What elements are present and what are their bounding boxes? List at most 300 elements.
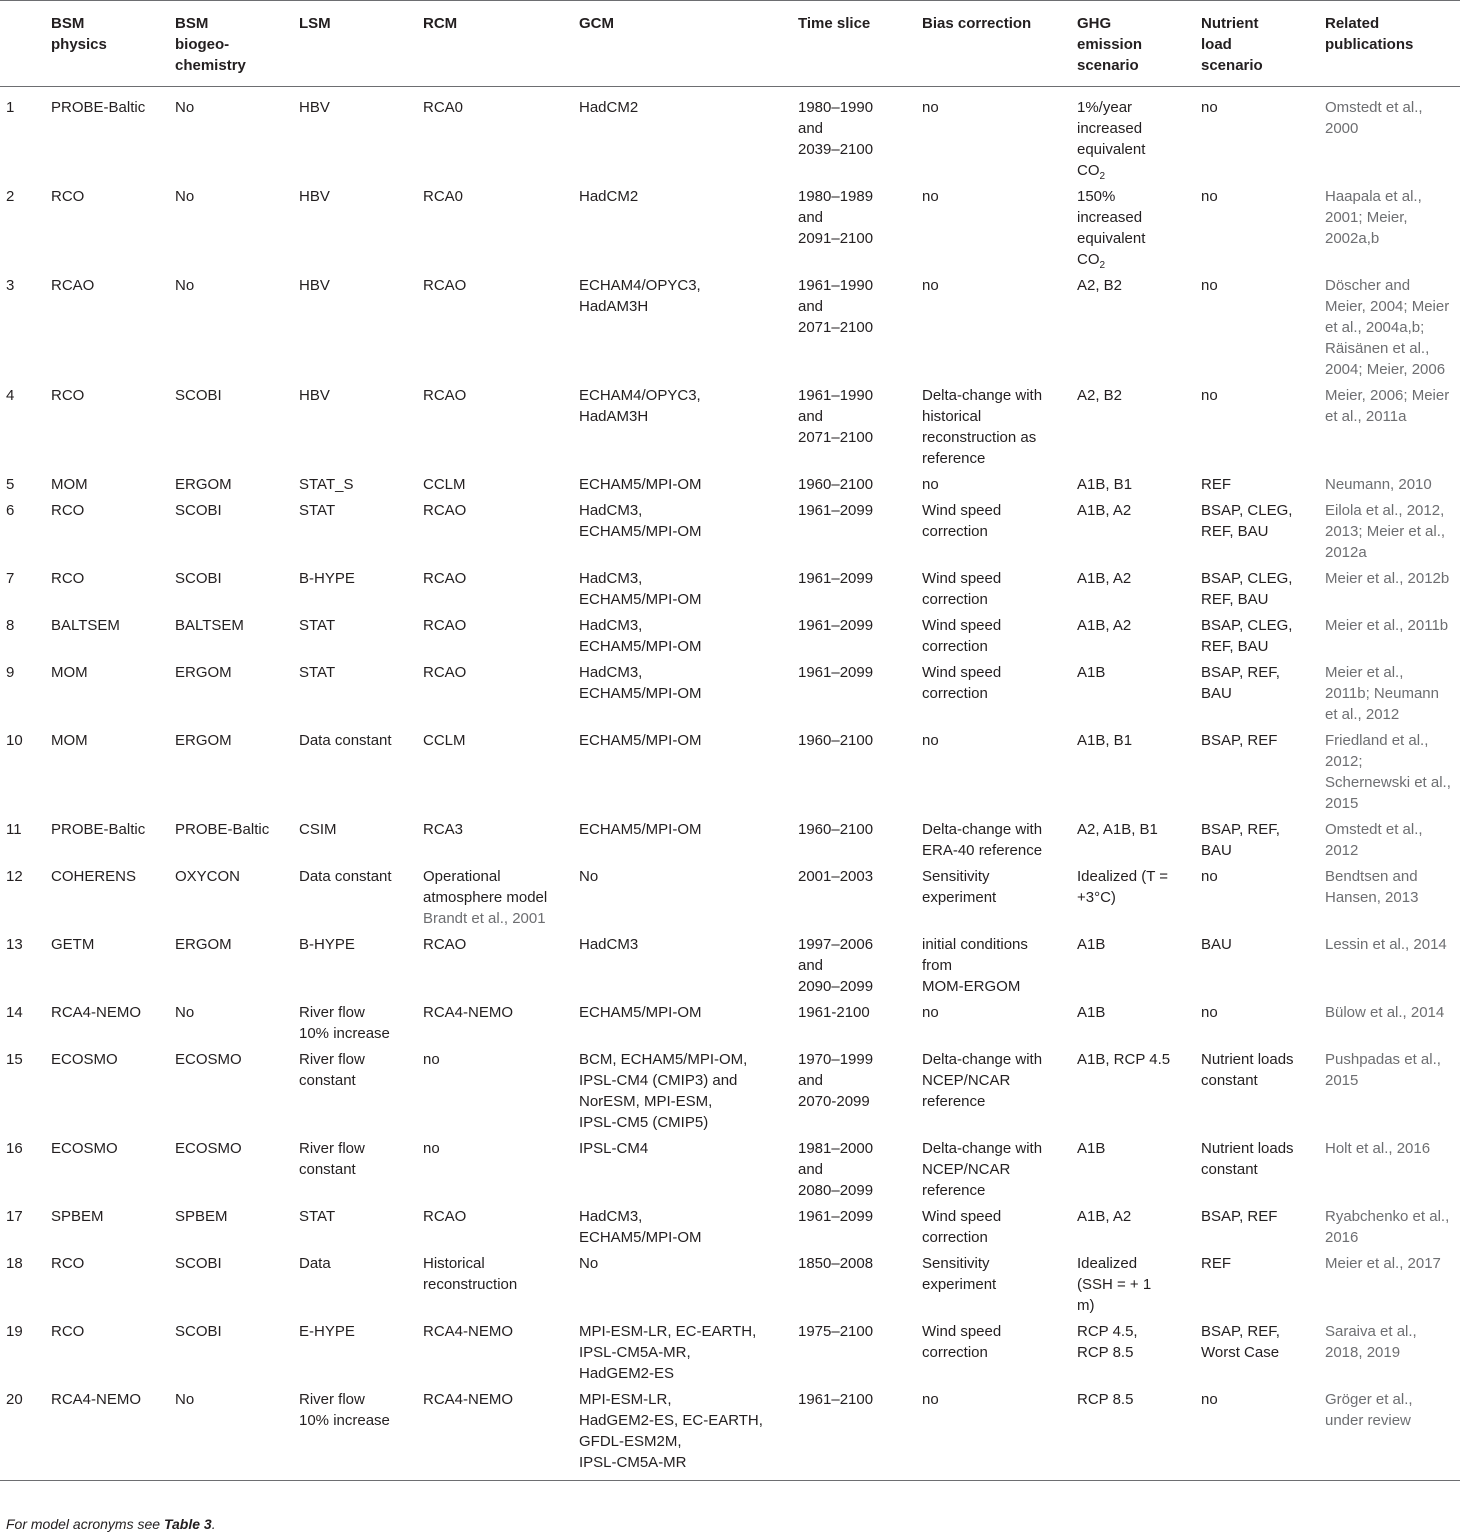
cell-nutrient-scenario	[1201, 186, 1325, 275]
cell-publications-text[interactable]: Holt et al., 2016	[1325, 1140, 1431, 1157]
cell-ghg-scenario-text: Idealized (SSH = + 1 m)	[1077, 1255, 1152, 1314]
cell-publications-text[interactable]: Saraiva et al., 2018, 2019	[1325, 1323, 1417, 1361]
cell-bsm-biogeochemistry-text: SCOBI	[175, 570, 222, 587]
cell-publications-text[interactable]: Ryabchenko et al., 2016	[1325, 1208, 1450, 1246]
cell-bias-correction	[922, 568, 1077, 615]
cell-lsm-text: STAT_S	[299, 476, 354, 493]
cell-lsm-text: HBV	[299, 387, 330, 404]
cell-row-number	[0, 819, 51, 866]
header-row	[0, 2, 1460, 87]
cell-publications-text[interactable]: Döscher and Meier, 2004; Meier et al., 2004a,b; Räisänen et al., 2004; Meier, 2006	[1325, 277, 1450, 378]
cell-gcm-text: No	[579, 868, 599, 885]
cell-gcm-text: HadCM2	[579, 188, 639, 205]
cell-ghg-scenario	[1077, 1049, 1201, 1138]
cell-bsm-biogeochemistry-text: SCOBI	[175, 387, 222, 404]
cell-bsm-biogeochemistry	[175, 1321, 299, 1389]
cell-publications	[1325, 1321, 1460, 1389]
cell-bsm-biogeochemistry-text: SCOBI	[175, 1323, 222, 1340]
header-bsm-biogeochemistry: BSM biogeo- chemistry	[175, 2, 299, 87]
cell-rcm	[423, 1049, 579, 1138]
cell-time-slice-text: 2001–2003	[798, 868, 874, 885]
cell-lsm-text: HBV	[299, 188, 330, 205]
cell-row-number-text: 12	[6, 868, 23, 885]
cell-bsm-biogeochemistry	[175, 1138, 299, 1206]
cell-row-number	[0, 500, 51, 568]
cell-bias-correction-text: Delta-change with NCEP/NCAR reference	[922, 1140, 1043, 1199]
cell-time-slice-text: 1961–2099	[798, 570, 874, 587]
cell-lsm	[299, 1002, 423, 1049]
cell-rcm-text: RCAO	[423, 502, 467, 519]
cell-bsm-physics	[51, 1389, 175, 1481]
cell-ghg-scenario-text: RCP 4.5, RCP 8.5	[1077, 1323, 1138, 1361]
cell-bias-correction	[922, 1002, 1077, 1049]
cell-publications-text[interactable]: Gröger et al., under review	[1325, 1391, 1413, 1429]
cell-rcm	[423, 568, 579, 615]
cell-ghg-scenario	[1077, 1321, 1201, 1389]
cell-row-number	[0, 615, 51, 662]
cell-ghg-scenario-text: A1B, A2	[1077, 1208, 1132, 1225]
cell-publications-text[interactable]: Bülow et al., 2014	[1325, 1004, 1445, 1021]
table-row	[0, 87, 1460, 187]
cell-lsm	[299, 1138, 423, 1206]
cell-ghg-scenario	[1077, 474, 1201, 500]
cell-time-slice	[798, 1049, 922, 1138]
cell-gcm-text: No	[579, 1255, 599, 1272]
cell-time-slice	[798, 186, 922, 275]
cell-time-slice-text: 1961–2099	[798, 664, 874, 681]
cell-ghg-scenario-text: A1B	[1077, 1004, 1106, 1021]
cell-bias-correction	[922, 615, 1077, 662]
cell-bsm-physics	[51, 275, 175, 385]
table-row	[0, 1138, 1460, 1206]
cell-ghg-scenario	[1077, 1253, 1201, 1321]
cell-lsm-text: STAT	[299, 664, 336, 681]
cell-nutrient-scenario-text: BSAP, REF	[1201, 1208, 1278, 1225]
cell-lsm	[299, 662, 423, 730]
cell-lsm-text: STAT	[299, 1208, 336, 1225]
cell-rcm-text: RCAO	[423, 570, 467, 587]
cell-bsm-biogeochemistry-text: ERGOM	[175, 664, 232, 681]
cell-bsm-physics	[51, 1321, 175, 1389]
cell-time-slice	[798, 275, 922, 385]
cell-row-number	[0, 1253, 51, 1321]
cell-row-number	[0, 866, 51, 934]
cell-bsm-biogeochemistry-text: No	[175, 1391, 195, 1408]
cell-lsm-text: Data constant	[299, 868, 392, 885]
cell-publications-text[interactable]: Neumann, 2010	[1325, 476, 1432, 493]
cell-nutrient-scenario	[1201, 1389, 1325, 1481]
cell-publications-text[interactable]: Bendtsen and Hansen, 2013	[1325, 868, 1419, 906]
cell-gcm-text: HadCM3, ECHAM5/MPI-OM	[579, 1208, 702, 1246]
cell-ghg-scenario	[1077, 1138, 1201, 1206]
cell-ghg-scenario	[1077, 866, 1201, 934]
cell-ghg-scenario	[1077, 1002, 1201, 1049]
cell-row-number-text: 6	[6, 502, 15, 519]
cell-rcm	[423, 866, 579, 934]
cell-row-number	[0, 662, 51, 730]
cell-bias-correction	[922, 385, 1077, 474]
cell-gcm	[579, 186, 798, 275]
cell-bsm-physics	[51, 1253, 175, 1321]
cell-bias-correction	[922, 866, 1077, 934]
cell-bias-correction-text: Delta-change with historical reconstruction as reference	[922, 387, 1043, 467]
cell-lsm	[299, 87, 423, 187]
cell-bsm-physics-text: COHERENS	[51, 868, 137, 885]
cell-ghg-scenario	[1077, 275, 1201, 385]
cell-publications	[1325, 819, 1460, 866]
cell-gcm	[579, 662, 798, 730]
cell-row-number-text: 5	[6, 476, 15, 493]
cell-time-slice-text: 1980–1990 and 2039–2100	[798, 99, 874, 158]
cell-ghg-scenario	[1077, 500, 1201, 568]
header-rcm: RCM	[423, 2, 579, 87]
cell-bsm-physics-text: MOM	[51, 476, 88, 493]
cell-publications-text[interactable]: Friedland et al., 2012; Schernewski et al., 2015	[1325, 732, 1451, 812]
cell-row-number-text: 11	[6, 821, 22, 838]
cell-publications	[1325, 1253, 1460, 1321]
table-row	[0, 1049, 1460, 1138]
cell-nutrient-scenario	[1201, 934, 1325, 1002]
cell-publications-text[interactable]: Pushpadas et al., 2015	[1325, 1051, 1441, 1089]
co2-subscript: 2	[1099, 260, 1106, 271]
cell-publications-text[interactable]: Meier et al., 2011b	[1325, 617, 1449, 634]
cell-publications	[1325, 1389, 1460, 1481]
cell-publications	[1325, 730, 1460, 819]
cell-lsm	[299, 1206, 423, 1253]
cell-gcm-text: ECHAM5/MPI-OM	[579, 1004, 702, 1021]
cell-rcm	[423, 1002, 579, 1049]
cell-time-slice	[798, 1002, 922, 1049]
footnote-table-link[interactable]: Table 3	[163, 1516, 212, 1532]
cell-bias-correction	[922, 1206, 1077, 1253]
header-bias-correction: Bias correction	[922, 2, 1077, 87]
cell-nutrient-scenario	[1201, 662, 1325, 730]
cell-rcm-text: RCA4-NEMO	[423, 1391, 514, 1408]
cell-bsm-biogeochemistry	[175, 1389, 299, 1481]
cell-row-number	[0, 275, 51, 385]
cell-bsm-physics	[51, 1206, 175, 1253]
cell-rcm	[423, 186, 579, 275]
cell-nutrient-scenario-text: no	[1201, 868, 1218, 885]
cell-rcm-text: no	[423, 1051, 440, 1068]
cell-row-number	[0, 474, 51, 500]
cell-row-number-text: 1	[6, 99, 15, 116]
cell-lsm-text: HBV	[299, 277, 330, 294]
cell-bsm-physics-text: RCO	[51, 188, 85, 205]
cell-rcm	[423, 1389, 579, 1481]
table-row	[0, 866, 1460, 934]
cell-time-slice-text: 1961–2099	[798, 617, 874, 634]
cell-ghg-scenario-text: RCP 8.5	[1077, 1391, 1134, 1408]
cell-nutrient-scenario-text: BSAP, REF, Worst Case	[1201, 1323, 1280, 1361]
cell-bsm-physics-text: MOM	[51, 732, 88, 749]
cell-bias-correction-text: Sensitivity experiment	[922, 868, 997, 906]
cell-publications-text[interactable]: Meier et al., 2017	[1325, 1255, 1441, 1272]
cell-gcm-text: HadCM3, ECHAM5/MPI-OM	[579, 664, 702, 702]
cell-row-number	[0, 1049, 51, 1138]
cell-lsm	[299, 1389, 423, 1481]
cell-row-number	[0, 87, 51, 187]
cell-publications	[1325, 568, 1460, 615]
table-row	[0, 730, 1460, 819]
cell-row-number-text: 9	[6, 664, 15, 681]
cell-gcm	[579, 615, 798, 662]
cell-bias-correction	[922, 1138, 1077, 1206]
cell-bsm-biogeochemistry	[175, 87, 299, 187]
cell-bias-correction-text: Wind speed correction	[922, 617, 1002, 655]
cell-bias-correction	[922, 275, 1077, 385]
table-row	[0, 1206, 1460, 1253]
cell-rcm-text: RCAO	[423, 1208, 467, 1225]
cell-bsm-biogeochemistry-text: ECOSMO	[175, 1140, 242, 1157]
cell-rcm-text: no	[423, 1140, 440, 1157]
header-nutrient-scenario: Nutrient load scenario	[1201, 2, 1325, 87]
cell-rcm-text: RCAO	[423, 277, 467, 294]
cell-time-slice	[798, 500, 922, 568]
cell-nutrient-scenario	[1201, 1206, 1325, 1253]
cell-bsm-physics	[51, 1002, 175, 1049]
cell-bias-correction-text: no	[922, 188, 939, 205]
cell-bsm-biogeochemistry	[175, 615, 299, 662]
cell-bsm-biogeochemistry	[175, 474, 299, 500]
cell-publications	[1325, 87, 1460, 187]
table-row	[0, 186, 1460, 275]
cell-bias-correction	[922, 1253, 1077, 1321]
cell-rcm	[423, 1206, 579, 1253]
cell-lsm-text: River flow 10% increase	[299, 1004, 390, 1042]
cell-lsm-text: Data	[299, 1255, 331, 1272]
cell-row-number-text: 13	[6, 936, 23, 953]
cell-bsm-biogeochemistry	[175, 934, 299, 1002]
cell-bias-correction	[922, 186, 1077, 275]
cell-rcm-text: Operational atmosphere model	[423, 868, 548, 906]
cell-rcm-text: CCLM	[423, 476, 466, 493]
cell-rcm	[423, 819, 579, 866]
cell-bsm-biogeochemistry-text: ERGOM	[175, 476, 232, 493]
cell-gcm	[579, 1321, 798, 1389]
cell-lsm	[299, 819, 423, 866]
cell-publications	[1325, 474, 1460, 500]
cell-publications-text[interactable]: Omstedt et al., 2012	[1325, 821, 1423, 859]
cell-rcm-text: RCAO	[423, 617, 467, 634]
cell-bsm-biogeochemistry-text: No	[175, 1004, 195, 1021]
cell-bias-correction	[922, 934, 1077, 1002]
cell-publications-text[interactable]: Meier, 2006; Meier et al., 2011a	[1325, 387, 1450, 425]
cell-bsm-physics-text: RCO	[51, 502, 85, 519]
cell-time-slice	[798, 1389, 922, 1481]
cell-gcm	[579, 385, 798, 474]
cell-rcm	[423, 1138, 579, 1206]
cell-bias-correction-text: Delta-change with NCEP/NCAR reference	[922, 1051, 1043, 1110]
cell-bsm-biogeochemistry	[175, 385, 299, 474]
cell-ghg-scenario-text: 1%/year increased equivalent CO	[1077, 99, 1146, 179]
cell-gcm	[579, 730, 798, 819]
cell-rcm	[423, 87, 579, 187]
cell-rcm-reference[interactable]: Brandt et al., 2001	[423, 910, 546, 927]
cell-bsm-biogeochemistry	[175, 1253, 299, 1321]
cell-gcm	[579, 1002, 798, 1049]
cell-bsm-physics	[51, 819, 175, 866]
cell-lsm	[299, 934, 423, 1002]
cell-rcm-text: Historical reconstruction	[423, 1255, 518, 1293]
cell-bsm-biogeochemistry	[175, 275, 299, 385]
footnote-prefix: For model acronyms see	[6, 1516, 164, 1532]
cell-bias-correction-text: no	[922, 732, 939, 749]
cell-rcm	[423, 474, 579, 500]
cell-publications	[1325, 1049, 1460, 1138]
cell-gcm	[579, 500, 798, 568]
cell-lsm-text: Data constant	[299, 732, 392, 749]
cell-rcm	[423, 615, 579, 662]
cell-time-slice-text: 1961–1990 and 2071–2100	[798, 277, 874, 336]
cell-time-slice-text: 1960–2100	[798, 821, 874, 838]
cell-bsm-biogeochemistry	[175, 662, 299, 730]
header-lsm: LSM	[299, 2, 423, 87]
table-row	[0, 385, 1460, 474]
header-ghg-scenario: GHG emission scenario	[1077, 2, 1201, 87]
cell-bias-correction	[922, 474, 1077, 500]
cell-time-slice-text: 1980–1989 and 2091–2100	[798, 188, 874, 247]
cell-row-number-text: 10	[6, 732, 23, 749]
table-row	[0, 819, 1460, 866]
co2-subscript: 2	[1099, 171, 1106, 182]
cell-rcm-text: RCAO	[423, 936, 467, 953]
header-bsm-physics: BSM physics	[51, 2, 175, 87]
cell-ghg-scenario-text: A1B, B1	[1077, 476, 1133, 493]
cell-publications-text[interactable]: Eilola et al., 2012, 2013; Meier et al., 2012a	[1325, 502, 1446, 561]
cell-nutrient-scenario-text: Nutrient loads constant	[1201, 1051, 1294, 1089]
cell-row-number-text: 16	[6, 1140, 23, 1157]
cell-row-number-text: 4	[6, 387, 15, 404]
cell-lsm	[299, 615, 423, 662]
cell-time-slice	[798, 866, 922, 934]
cell-time-slice-text: 1981–2000 and 2080–2099	[798, 1140, 874, 1199]
cell-nutrient-scenario-text: BAU	[1201, 936, 1232, 953]
cell-row-number-text: 15	[6, 1051, 23, 1068]
cell-nutrient-scenario-text: no	[1201, 1391, 1218, 1408]
cell-publications	[1325, 1206, 1460, 1253]
cell-bsm-physics-text: PROBE-Baltic	[51, 99, 146, 116]
cell-ghg-scenario-text: A1B, B1	[1077, 732, 1133, 749]
cell-gcm	[579, 87, 798, 187]
cell-ghg-scenario-text: A2, B2	[1077, 277, 1123, 294]
cell-bsm-physics	[51, 934, 175, 1002]
cell-publications	[1325, 866, 1460, 934]
cell-nutrient-scenario	[1201, 385, 1325, 474]
cell-nutrient-scenario	[1201, 87, 1325, 187]
cell-lsm-text: STAT	[299, 502, 336, 519]
cell-bsm-biogeochemistry-text: No	[175, 99, 195, 116]
cell-bsm-biogeochemistry	[175, 1206, 299, 1253]
cell-row-number-text: 17	[6, 1208, 23, 1225]
cell-bsm-biogeochemistry-text: BALTSEM	[175, 617, 244, 634]
cell-gcm-text: ECHAM5/MPI-OM	[579, 732, 702, 749]
cell-nutrient-scenario	[1201, 1049, 1325, 1138]
cell-ghg-scenario-text: A2, B2	[1077, 387, 1123, 404]
cell-lsm	[299, 1049, 423, 1138]
cell-row-number	[0, 1138, 51, 1206]
cell-rcm-text: RCAO	[423, 387, 467, 404]
cell-bias-correction-text: initial conditions from MOM-ERGOM	[922, 936, 1028, 995]
cell-bias-correction	[922, 500, 1077, 568]
header-publications: Related publications	[1325, 2, 1460, 87]
cell-rcm-text: RCA0	[423, 99, 464, 116]
cell-lsm-text: B-HYPE	[299, 570, 355, 587]
cell-publications-text[interactable]: Omstedt et al., 2000	[1325, 99, 1423, 137]
cell-bsm-physics-text: BALTSEM	[51, 617, 120, 634]
cell-row-number	[0, 568, 51, 615]
cell-gcm	[579, 1206, 798, 1253]
cell-bsm-biogeochemistry	[175, 1002, 299, 1049]
cell-nutrient-scenario	[1201, 730, 1325, 819]
cell-bsm-physics	[51, 662, 175, 730]
cell-gcm	[579, 568, 798, 615]
table-footnote	[6, 1515, 216, 1533]
cell-lsm	[299, 568, 423, 615]
cell-publications-text[interactable]: Meier et al., 2011b; Neumann et al., 2012	[1325, 664, 1439, 723]
cell-time-slice-text: 1961–2100	[798, 1391, 874, 1408]
cell-bsm-biogeochemistry	[175, 186, 299, 275]
cell-bias-correction-text: no	[922, 476, 939, 493]
cell-publications	[1325, 500, 1460, 568]
cell-bsm-physics	[51, 186, 175, 275]
cell-nutrient-scenario-text: BSAP, CLEG, REF, BAU	[1201, 570, 1293, 608]
cell-time-slice-text: 1960–2100	[798, 476, 874, 493]
cell-lsm-text: CSIM	[299, 821, 337, 838]
cell-publications-text[interactable]: Haapala et al., 2001; Meier, 2002a,b	[1325, 188, 1422, 247]
cell-lsm-text: River flow 10% increase	[299, 1391, 390, 1429]
cell-row-number-text: 18	[6, 1255, 23, 1272]
cell-publications	[1325, 1138, 1460, 1206]
cell-bias-correction	[922, 1049, 1077, 1138]
cell-bsm-physics	[51, 87, 175, 187]
cell-gcm	[579, 819, 798, 866]
cell-nutrient-scenario-text: BSAP, CLEG, REF, BAU	[1201, 617, 1293, 655]
cell-nutrient-scenario-text: BSAP, CLEG, REF, BAU	[1201, 502, 1293, 540]
cell-row-number	[0, 1321, 51, 1389]
cell-bsm-biogeochemistry-text: ECOSMO	[175, 1051, 242, 1068]
cell-row-number-text: 19	[6, 1323, 23, 1340]
cell-bsm-physics	[51, 615, 175, 662]
cell-ghg-scenario-text: A1B	[1077, 936, 1106, 953]
cell-publications	[1325, 662, 1460, 730]
cell-bsm-biogeochemistry-text: No	[175, 277, 195, 294]
cell-row-number	[0, 385, 51, 474]
cell-gcm-text: ECHAM5/MPI-OM	[579, 821, 702, 838]
cell-rcm	[423, 1321, 579, 1389]
table-row	[0, 662, 1460, 730]
cell-bias-correction-text: Wind speed correction	[922, 1208, 1002, 1246]
cell-lsm-text: STAT	[299, 617, 336, 634]
cell-publications-text[interactable]: Lessin et al., 2014	[1325, 936, 1447, 953]
cell-bias-correction-text: Wind speed correction	[922, 502, 1002, 540]
cell-gcm	[579, 1138, 798, 1206]
cell-gcm	[579, 1049, 798, 1138]
cell-row-number	[0, 1389, 51, 1481]
table-row	[0, 1002, 1460, 1049]
cell-publications	[1325, 385, 1460, 474]
cell-lsm	[299, 275, 423, 385]
cell-gcm-text: HadCM3, ECHAM5/MPI-OM	[579, 617, 702, 655]
cell-publications-text[interactable]: Meier et al., 2012b	[1325, 570, 1450, 587]
cell-rcm-text: RCA4-NEMO	[423, 1004, 514, 1021]
cell-lsm-text: HBV	[299, 99, 330, 116]
cell-rcm	[423, 275, 579, 385]
cell-gcm-text: ECHAM5/MPI-OM	[579, 476, 702, 493]
cell-row-number	[0, 1002, 51, 1049]
cell-bsm-physics	[51, 1138, 175, 1206]
cell-nutrient-scenario-text: no	[1201, 99, 1218, 116]
